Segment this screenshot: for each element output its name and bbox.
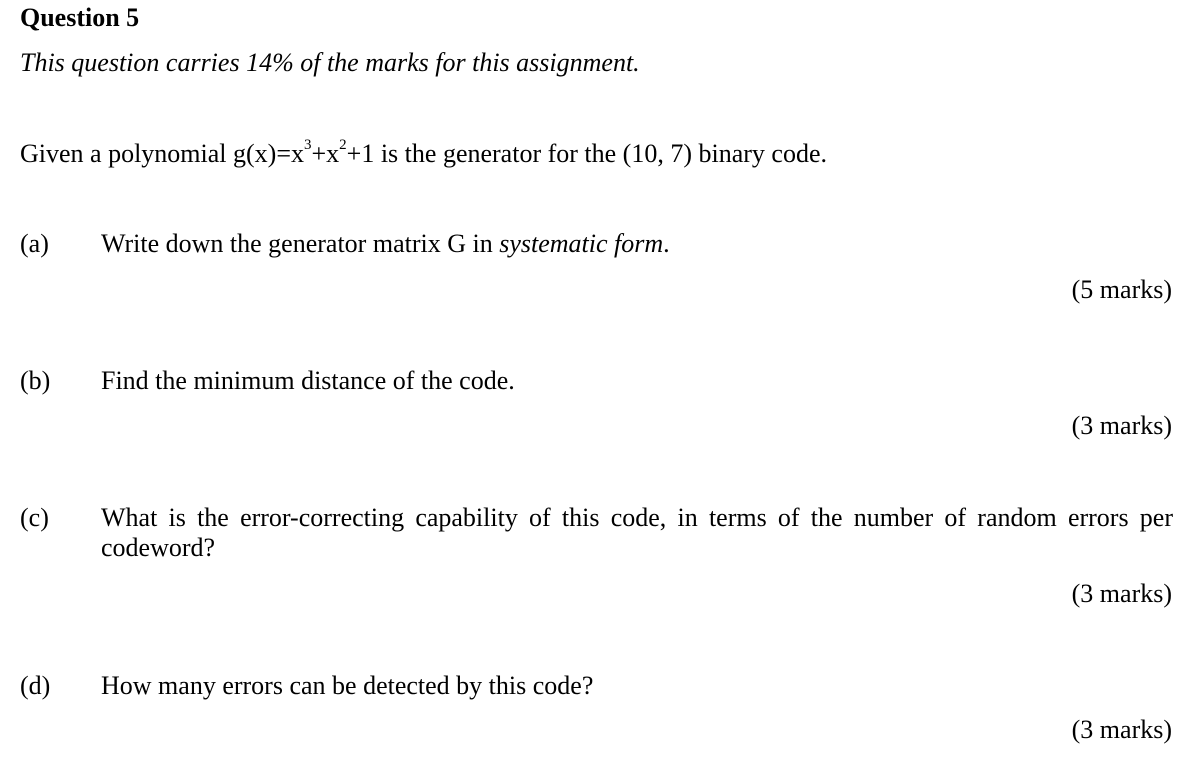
intro-exponent-2: 2 — [339, 137, 347, 154]
question-title: Question 5 — [20, 3, 140, 32]
part-b-text: Find the minimum distance of the code. — [101, 366, 515, 395]
part-c-label: (c) — [20, 503, 49, 532]
part-a-text-after: . — [663, 229, 670, 258]
part-a-marks: (5 marks) — [1071, 275, 1172, 304]
part-a-text-italic: systematic form — [499, 229, 664, 258]
intro-exponent-3: 3 — [304, 137, 312, 154]
part-a-label: (a) — [20, 229, 49, 258]
question-intro — [20, 138, 827, 170]
part-b-label: (b) — [20, 366, 51, 395]
part-b-marks: (3 marks) — [1071, 411, 1172, 440]
part-a-text — [101, 229, 1173, 259]
part-c-marks: (3 marks) — [1071, 579, 1172, 608]
intro-text-before: Given a polynomial g(x)=x — [20, 139, 304, 168]
intro-text-mid: +x — [311, 139, 340, 168]
question-weight-note: This question carries 14% of the marks for this assignment. — [20, 48, 640, 77]
part-d-marks: (3 marks) — [1071, 715, 1172, 744]
part-d-text: How many errors can be detected by this code? — [101, 671, 594, 700]
part-d-label: (d) — [20, 671, 51, 700]
part-a-text-before: Write down the generator matrix G in — [101, 229, 500, 258]
intro-text-after: +1 is the generator for the (10, 7) binary code. — [346, 139, 827, 168]
part-c-text: What is the error-correcting capability of this code, in terms of the number of random errors per codeword? — [101, 503, 1173, 562]
